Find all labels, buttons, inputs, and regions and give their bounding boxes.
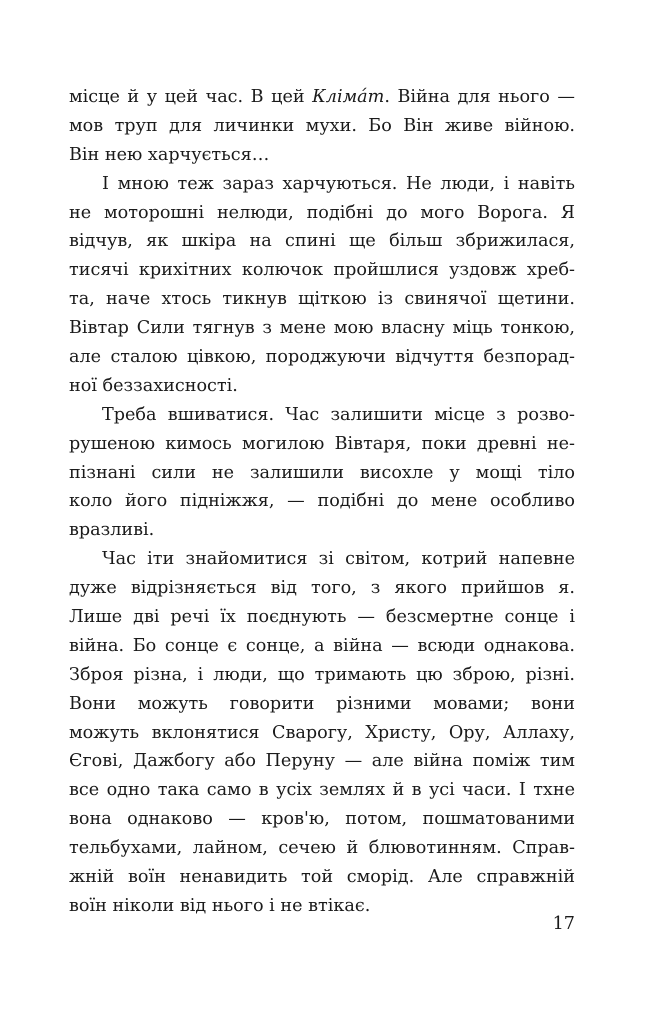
text-line: місце й у цей час. В цей Клімáт. Війна для нього — (69, 87, 575, 107)
text-line: Вівтар Сили тягнув з мене мою власну міць тонкою, (69, 318, 575, 339)
text-line: мов труп для личинки мухи. Бо Він живе війною. (69, 115, 575, 136)
text-line: можуть вклонятися Сварогу, Христу, Ору, Аллаху, (69, 722, 575, 743)
paragraph-first-line: Треба вшиватися. Час залишити місце з розво- (102, 404, 575, 425)
text-line: але сталою цівкою, породжуючи відчуття безпорад- (69, 347, 575, 368)
paragraph-first-line: Час іти знайомитися зі світом, котрий напевне (102, 549, 575, 570)
text-line: війна. Бо сонце є сонце, а війна — всюди однакова. (69, 635, 575, 656)
text-line: Вони можуть говорити різними мовами; вони (69, 693, 575, 714)
text-line: жній воїн ненавидить той сморід. Але справжній (69, 867, 575, 888)
text-line: Зброя різна, і люди, що тримають цю зброю, різні. (69, 664, 575, 685)
text-line: коло його підніжжя, — подібні до мене особливо (69, 491, 575, 512)
body-text (69, 83, 575, 921)
text-line: ної беззахисності. (69, 375, 238, 396)
text-line: та, наче хтось тикнув щіткою із свинячої щетини. (69, 289, 575, 310)
text-line: все одно така само в усіх землях й в усі часи. І тхне (69, 780, 575, 801)
text-line: воїн ніколи від нього і не втікає. (69, 895, 371, 916)
italic-word: Клімáт (312, 87, 385, 107)
text-line: тисячі крихітних колючок пройшлися уздовж хреб- (69, 260, 575, 281)
paragraph-first-line: І мною теж зараз харчуються. Не люди, і навіть (102, 173, 575, 194)
text-line: відчув, як шкіра на спині ще більш збрижилася, (69, 231, 575, 252)
text-line: Лише дві речі їх поєднують — безсмертне сонце і (69, 607, 575, 628)
text-line: рушеною кимось могилою Вівтаря, поки древні не- (69, 433, 575, 454)
text-line: не моторошні нелюди, подібні до мого Ворога. Я (69, 202, 575, 223)
text-line: вона однаково — кров'ю, потом, пошматованими (69, 809, 575, 830)
text-line: пізнані сили не залишили висохле у мощі тіло (69, 462, 575, 483)
text-line: Єгові, Дажбогу або Перуну — але війна поміж тим (69, 751, 575, 772)
text-line: Він нею харчується… (69, 144, 270, 165)
text-line: дуже відрізняється від того, з якого прийшов я. (69, 578, 575, 599)
page-number: 17 (552, 914, 575, 934)
text-line: тельбухами, лайном, сечею й блювотинням. Справ- (69, 838, 575, 859)
text-line: вразливі. (69, 520, 155, 541)
